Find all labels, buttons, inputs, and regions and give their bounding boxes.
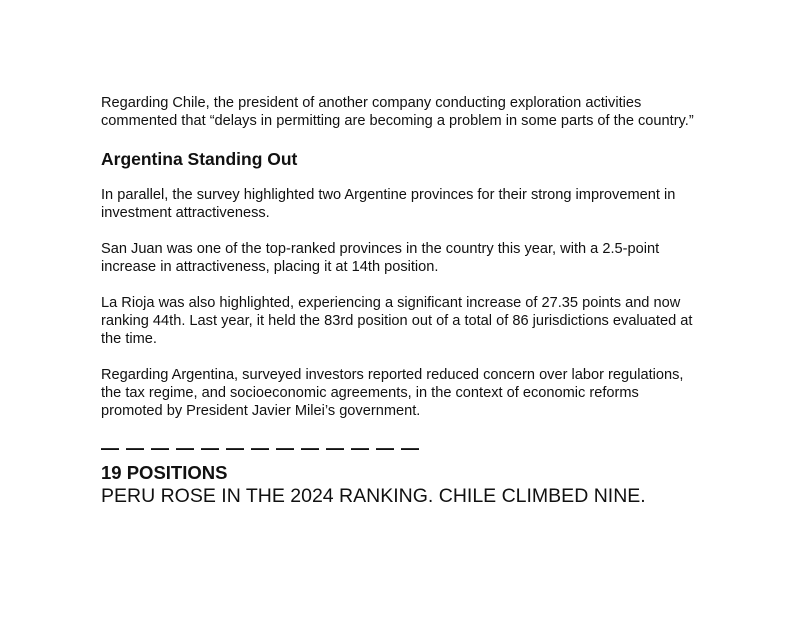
- callout-text: PERU ROSE IN THE 2024 RANKING. CHILE CLIMBED NINE.: [101, 485, 646, 507]
- paragraph-chile-permitting: Regarding Chile, the president of another company conducting exploration activities commented that “delays in permitting are becoming a problem in some parts of the country.”: [101, 95, 694, 129]
- paragraph-san-juan: San Juan was one of the top-ranked provinces in the country this year, with a 2.5-point increase in attractiveness, placing it at 14th position.: [101, 241, 660, 275]
- callout-title: 19 POSITIONS: [101, 462, 228, 483]
- pull-quote-callout: [101, 438, 701, 508]
- article-body: [101, 94, 701, 508]
- paragraph-argentina-investors: Regarding Argentina, surveyed investors reported reduced concern over labor regulations, the tax regime, and socioeconomic agreements, in the context of economic reforms promoted by President Javier Milei’s government.: [101, 367, 684, 419]
- paragraph-la-rioja: La Rioja was also highlighted, experiencing a significant increase of 27.35 points and now ranking 44th. Last year, it held the 83rd position out of a total of 86 jurisdictions evaluated at the time.: [101, 295, 693, 347]
- paragraph-argentine-provinces: In parallel, the survey highlighted two Argentine provinces for their strong improvement in investment attractiveness.: [101, 187, 676, 221]
- dashed-divider: — — — — — — — — — — — — —: [101, 438, 421, 458]
- section-heading: Argentina Standing Out: [101, 149, 298, 169]
